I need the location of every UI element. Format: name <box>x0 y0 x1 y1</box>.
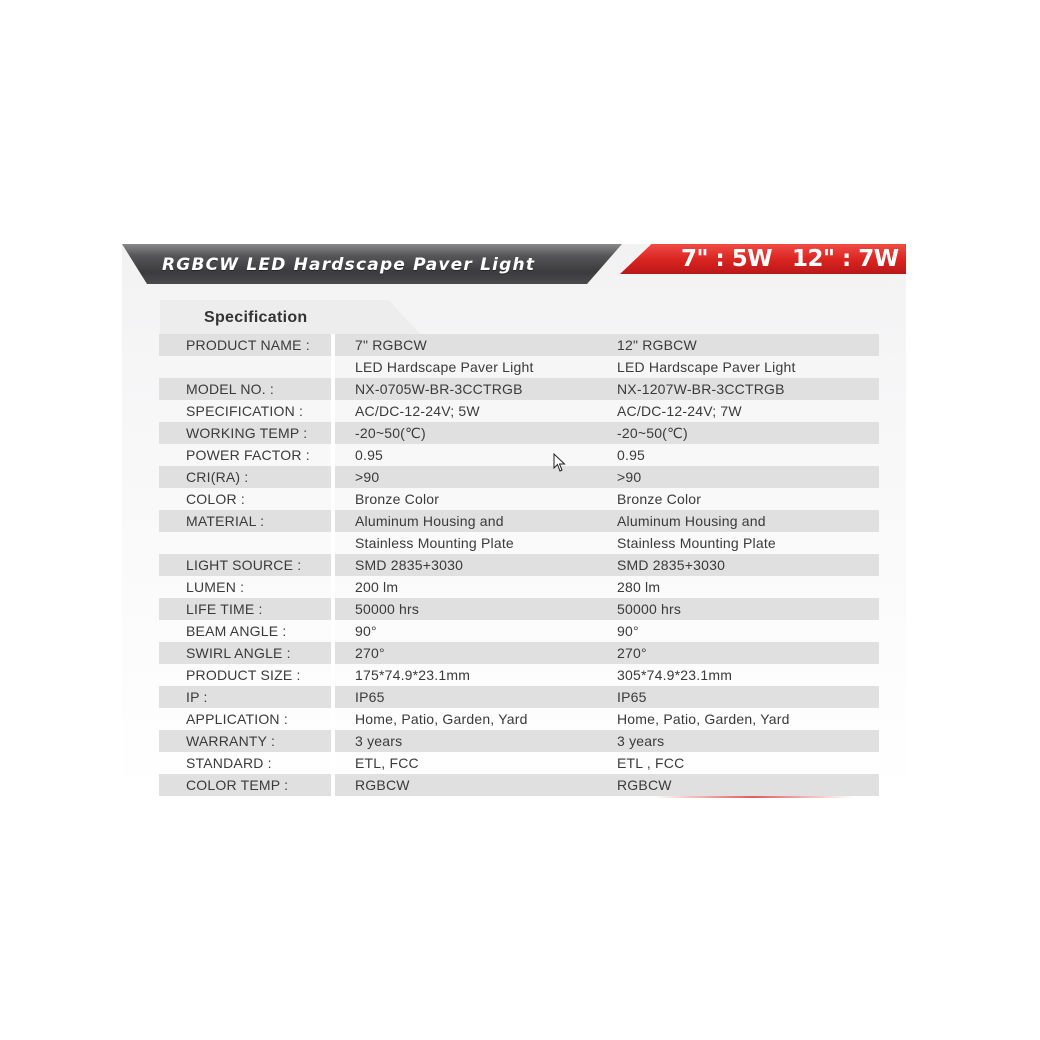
value-7-inch: AC/DC-12-24V; 5W <box>355 403 480 419</box>
spec-row <box>159 444 879 466</box>
value-7-inch: ETL, FCC <box>355 755 419 771</box>
value-12-inch: 90° <box>617 623 639 639</box>
spec-label <box>159 532 331 554</box>
spec-label: LUMEN : <box>186 579 245 595</box>
power-12-inch: 12" : 7W <box>792 246 899 272</box>
spec-label: CRI(RA) : <box>186 469 249 485</box>
spec-label: SWIRL ANGLE : <box>186 645 291 661</box>
spec-row <box>159 400 879 422</box>
value-7-inch: IP65 <box>355 689 385 705</box>
spec-label: PRODUCT SIZE : <box>186 667 301 683</box>
value-12-inch: Stainless Mounting Plate <box>617 535 776 551</box>
spec-label <box>159 356 331 378</box>
spec-row <box>159 356 879 378</box>
value-7-inch: Aluminum Housing and <box>355 513 504 529</box>
product-title: RGBCW LED Hardscape Paver Light <box>162 255 536 275</box>
value-12-inch: 270° <box>617 645 647 661</box>
value-7-inch: NX-0705W-BR-3CCTRGB <box>355 381 523 397</box>
spec-row <box>159 620 879 642</box>
spec-label: LIFE TIME : <box>186 601 263 617</box>
value-7-inch: 3 years <box>355 733 403 749</box>
spec-row <box>159 554 879 576</box>
value-7-inch: 200 lm <box>355 579 399 595</box>
value-12-inch: 280 lm <box>617 579 661 595</box>
spec-row <box>159 686 879 708</box>
value-12-inch: LED Hardscape Paver Light <box>617 359 796 375</box>
value-7-inch: Bronze Color <box>355 491 440 507</box>
value-12-inch: ETL , FCC <box>617 755 685 771</box>
value-12-inch: SMD 2835+3030 <box>617 557 726 573</box>
spec-row <box>159 708 879 730</box>
spec-label: PRODUCT NAME : <box>186 337 310 353</box>
spec-row <box>159 334 879 356</box>
spec-row <box>159 510 879 532</box>
value-7-inch: -20~50(℃) <box>355 425 426 441</box>
spec-label: APPLICATION : <box>186 711 288 727</box>
spec-row <box>159 752 879 774</box>
value-7-inch: Stainless Mounting Plate <box>355 535 514 551</box>
value-12-inch: 0.95 <box>617 447 646 463</box>
value-12-inch: 3 years <box>617 733 665 749</box>
spec-label: POWER FACTOR : <box>186 447 310 463</box>
value-12-inch: IP65 <box>617 689 647 705</box>
spec-label: IP : <box>186 689 208 705</box>
spec-row <box>159 576 879 598</box>
value-12-inch: Bronze Color <box>617 491 702 507</box>
value-7-inch: SMD 2835+3030 <box>355 557 464 573</box>
value-12-inch: -20~50(℃) <box>617 425 688 441</box>
spec-table <box>159 334 879 796</box>
value-7-inch: 90° <box>355 623 377 639</box>
section-title: Specification <box>204 309 308 326</box>
spec-label: COLOR TEMP : <box>186 777 289 793</box>
value-7-inch: 270° <box>355 645 385 661</box>
spec-row <box>159 532 879 554</box>
spec-row <box>159 642 879 664</box>
value-12-inch: 50000 hrs <box>617 601 682 617</box>
value-7-inch: 50000 hrs <box>355 601 420 617</box>
spec-label: LIGHT SOURCE : <box>186 557 302 573</box>
value-12-inch: 305*74.9*23.1mm <box>617 667 733 683</box>
spec-row <box>159 598 879 620</box>
spec-label: SPECIFICATION : <box>186 403 304 419</box>
spec-label: WORKING TEMP : <box>186 425 308 441</box>
value-7-inch: Home, Patio, Garden, Yard <box>355 711 528 727</box>
value-12-inch: >90 <box>617 469 642 485</box>
value-7-inch: LED Hardscape Paver Light <box>355 359 534 375</box>
power-7-inch: 7" : 5W <box>681 246 773 272</box>
spec-label: STANDARD : <box>186 755 272 771</box>
value-7-inch: 0.95 <box>355 447 384 463</box>
spec-row <box>159 488 879 510</box>
value-12-inch: 12" RGBCW <box>617 337 697 353</box>
spec-row <box>159 774 879 796</box>
value-7-inch: 7" RGBCW <box>355 337 427 353</box>
decorative-red-line <box>654 796 852 798</box>
value-7-inch: >90 <box>355 469 380 485</box>
spec-label: COLOR : <box>186 491 245 507</box>
value-12-inch: Aluminum Housing and <box>617 513 766 529</box>
value-12-inch: NX-1207W-BR-3CCTRGB <box>617 381 785 397</box>
spec-row <box>159 378 879 400</box>
mouse-cursor-icon <box>553 453 567 473</box>
spec-row <box>159 664 879 686</box>
value-12-inch: RGBCW <box>617 777 672 793</box>
value-12-inch: Home, Patio, Garden, Yard <box>617 711 790 727</box>
spec-label: WARRANTY : <box>186 733 276 749</box>
value-12-inch: AC/DC-12-24V; 7W <box>617 403 742 419</box>
value-7-inch: 175*74.9*23.1mm <box>355 667 471 683</box>
spec-label: MATERIAL : <box>186 513 265 529</box>
spec-row <box>159 422 879 444</box>
spec-label: BEAM ANGLE : <box>186 623 287 639</box>
spec-label: MODEL NO. : <box>186 381 275 397</box>
value-7-inch: RGBCW <box>355 777 410 793</box>
spec-row <box>159 730 879 752</box>
spec-row <box>159 466 879 488</box>
